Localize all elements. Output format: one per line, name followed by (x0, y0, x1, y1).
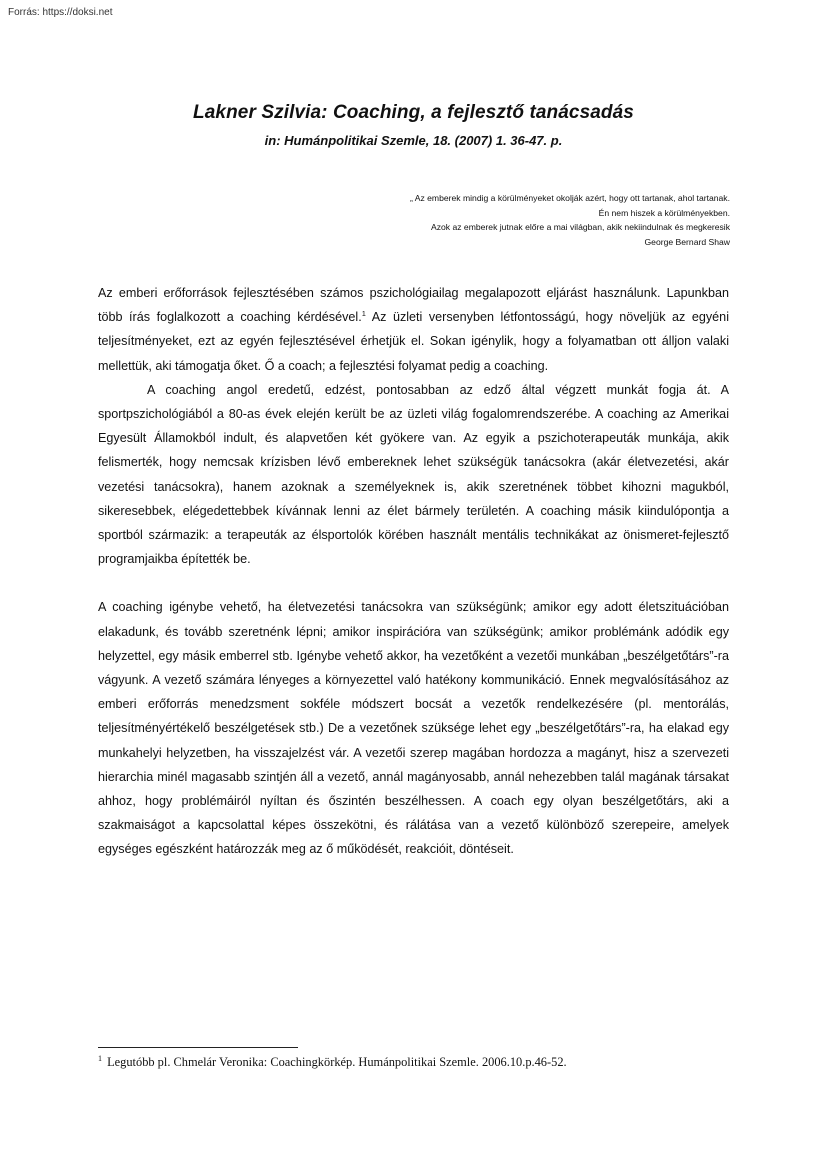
page-title: Lakner Szilvia: Coaching, a fejlesztő tanácsadás (193, 102, 634, 123)
quote-line: „ Az emberek mindig a körülményeket okolják azért, hogy ott tartanak, ahol tartanak. (409, 193, 730, 203)
source-label: Forrás: https://doksi.net (8, 7, 113, 18)
paragraph-1-text-b: Az üzleti versenyben létfontosságú, hogy növeljük az egyéni teljesítményeket, ezt az egyén fejlesztésével érhetjük el. Sokan igénylik, hogy a folyamatban ott álljon valaki mellettük, aki támogatja őket. Ő a coach; a fejlesztési folyamat pedig a coaching. (98, 310, 729, 373)
paragraph-2: A coaching angol eredetű, edzést, pontosabban az edző által végzett munkát fogja át. A sportpszichológiából a 80-as évek elején került be az üzleti világ fogalomrendszerébe. A coaching az Amerikai Egyesült Államokból indult, és alapvetően két gyökere van. Az egyik a pszichoterapeuták munkája, akik felismerték, hogy nemcsak krízisben lévő embereknek lehet szükségük tanácsokra (akár életvezetési, akár vezetési tanácsokra), hanem azoknak a személyeknek is, akik szeretnének többet kihozni magukból, sikeresebbek, elégedettebbek kívánnak lenni az élet bármely területén. A coaching másik kiindulópontja a sportból származik: a terapeuták az élsportolók körében használt mentális technikákat az önismeret-fejlesztő programjaikba építették be. (98, 382, 729, 567)
footnote-divider (98, 1047, 298, 1048)
quote-author: George Bernard Shaw (644, 236, 730, 247)
footnote-mark: 1 (98, 1053, 102, 1063)
paragraph-1-text-a: Az emberi erőforrások fejlesztésében számos pszichológiailag megalapozott eljárást használunk. Lapunkban több írás foglalkozott a coaching kérdésével. (98, 286, 729, 325)
footnote-reference: 1 (361, 309, 366, 319)
quote-line: Azok az emberek jutnak előre a mai világban, akik nekiindulnak és megkeresik (430, 222, 730, 232)
article-body (98, 281, 729, 862)
quote-line: Én nem hiszek a körülményekben. (598, 207, 730, 218)
footnote (98, 1055, 567, 1070)
epigraph-quote (210, 191, 730, 249)
page-subtitle: in: Humánpolitikai Szemle, 18. (2007) 1. 36-47. p. (264, 133, 563, 148)
paragraph-3: A coaching igénybe vehető, ha életvezetési tanácsokra van szükségünk; amikor egy adott életszituációban elakadunk, és tovább szeretnénk lépni; amikor inspirációra van szükségünk; amikor problémánk adódik egy helyzettel, egy másik emberrel stb. Igénybe vehető akkor, ha vezetőként a vezetői munkában „beszélgetőtárs”-ra vágyunk. A vezető számára lényeges a környezettel való hatékony kommunikáció. Ennek megvalósításához az emberi erőforrás menedzsment sokféle módszert bocsát a vezetők rendelkezésére (pl. mentorálás, teljesítményértékelő beszélgetések stb.) De a vezetőnek szüksége lehet egy „beszélgetőtárs”-ra, ha elakad egy munkahelyi helyzetben, ha visszajelzést vár. A vezetői szerep magában hordozza a magányt, hisz a szervezeti hierarchia minél magasabb szintjén áll a vezető, annál magányosabb, annál nehezebben talál magának társakat ahhoz, hogy problémáiról nyíltan és őszintén beszélhessen. A coach egy olyan beszélgetőtárs, aki a szakmaiságot a kapcsolattal képes összekötni, és rálátása van a vezető különböző szerepeire, amelyek egységes egészként határozzák meg az ő működését, reakcióit, döntéseit. (98, 600, 729, 857)
footnote-text: Legutóbb pl. Chmelár Veronika: Coachingkörkép. Humánpolitikai Szemle. 2006.10.p.46-52. (104, 1055, 567, 1069)
paragraph-1 (98, 281, 729, 378)
